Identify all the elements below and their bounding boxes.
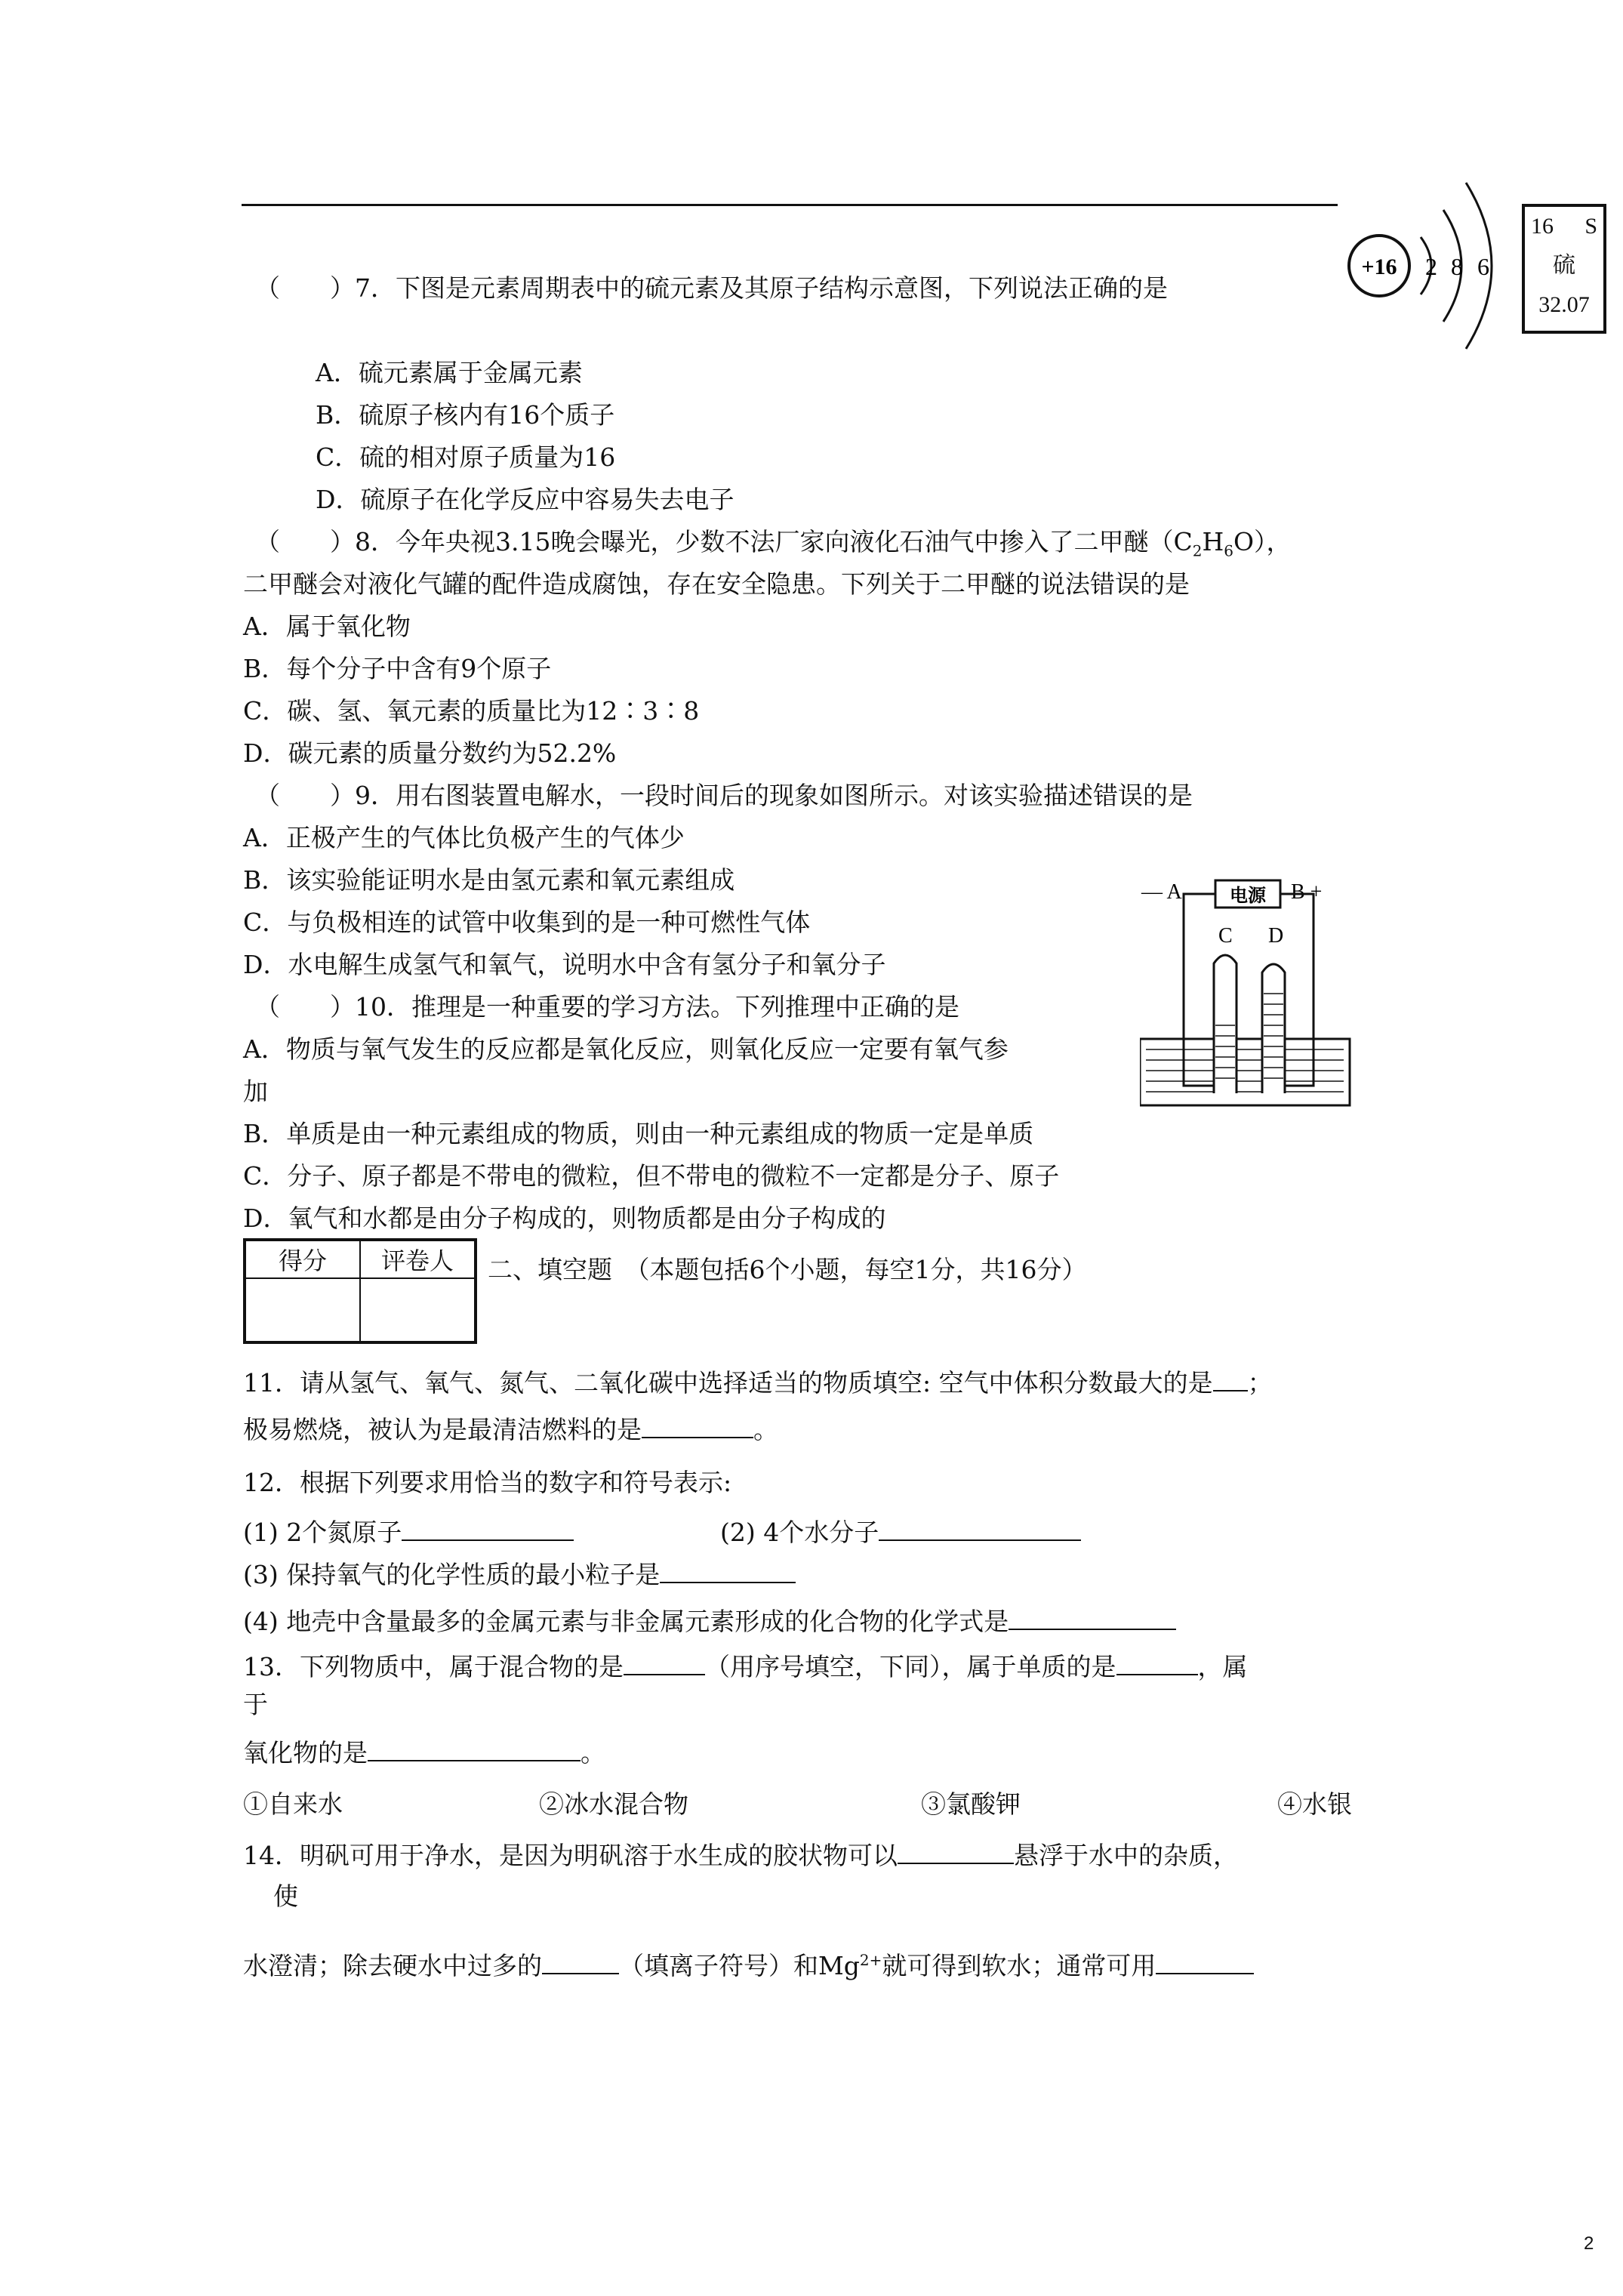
q13-blank-1 — [624, 1651, 705, 1675]
label-positive-b: B + — [1291, 880, 1323, 904]
q9-option-a: A．正极产生的气体比负极产生的气体少 — [243, 823, 685, 852]
q12-part-1: (1) 2个氮原子 — [243, 1516, 574, 1549]
power-supply-label: 电源 — [1230, 885, 1266, 906]
score-cell[interactable] — [245, 1278, 360, 1342]
q13-item-3: ③氯酸钾 — [921, 1789, 1021, 1819]
q12-blank-4 — [1009, 1606, 1176, 1630]
q13-item-2: ②冰水混合物 — [539, 1789, 688, 1819]
header-rule — [242, 204, 1338, 206]
q12-blank-2 — [879, 1517, 1081, 1541]
q11-line1: 11．请从氢气、氧气、氮气、二氧化碳中选择适当的物质填空: 空气中体积分数最大的是 ； — [243, 1368, 1273, 1398]
q10-option-d: D．氧气和水都是由分子构成的，则物质都是由分子构成的 — [243, 1203, 886, 1233]
grader-header: 评卷人 — [360, 1240, 476, 1278]
q8-option-b: B．每个分子中含有9个原子 — [243, 654, 552, 683]
test-tube-d — [1262, 964, 1285, 1093]
q7-option-c: C．硫的相对原子质量为16 — [316, 442, 616, 472]
shell-1-electrons: 2 — [1425, 253, 1437, 280]
q14-blank-2 — [542, 1950, 619, 1974]
test-tube-c — [1214, 955, 1236, 1093]
q14-blank-1 — [898, 1840, 1014, 1864]
q12-part-3: (3) 保持氧气的化学性质的最小粒子是 — [243, 1558, 796, 1592]
water-trough — [1140, 1039, 1350, 1105]
q9-stem: （ ）9．用右图装置电解水，一段时间后的现象如图所示。对该实验描述错误的是 — [255, 781, 1193, 810]
q12-part-4: (4) 地壳中含量最多的金属元素与非金属元素形成的化合物的化学式是 — [243, 1605, 1176, 1638]
q14-line3: 水澄清；除去硬水中过多的 （填离子符号）和$Mg^{2+}$就可得到软水；通常可用 — [243, 1943, 1254, 1983]
q10-option-a-cont: 加 — [243, 1077, 268, 1106]
q13-blank-3 — [368, 1737, 581, 1761]
q8-stem: （ ）8．今年央视3.15晚会曝光，少数不法厂家向液化石油气中掺入了二甲醚$(C_2H_6O)$， — [255, 527, 1292, 560]
q12-stem: 12．根据下列要求用恰当的数字和符号表示: — [243, 1468, 732, 1497]
q14-line1: 14．明矾可用于净水，是因为明矾溶于水生成的胶状物可以 悬浮于水中的杂质， — [243, 1841, 1238, 1870]
periodic-table-cell-sulfur — [1522, 204, 1606, 334]
shell-2-electrons: 8 — [1451, 253, 1463, 280]
q9-option-c: C．与负极相连的试管中收集到的是一种可燃性气体 — [243, 908, 811, 937]
grader-cell[interactable] — [360, 1278, 476, 1342]
q8-stem-line2: 二甲醚会对液化气罐的配件造成腐蚀，存在安全隐患。下列关于二甲醚的说法错误的是 — [243, 569, 1190, 599]
shell-3-electrons: 6 — [1477, 253, 1489, 280]
q8-option-a: A．属于氧化物 — [243, 612, 411, 641]
sulfur-atom-structure-diagram — [1336, 174, 1510, 355]
page-number: 2 — [1584, 2233, 1594, 2254]
atomic-mass: 32.07 — [1538, 292, 1590, 317]
q8-option-d: D．碳元素的质量分数约为52.2% — [243, 738, 617, 768]
q12-blank-3 — [660, 1559, 796, 1583]
q10-option-b: B．单质是由一种元素组成的物质，则由一种元素组成的物质一定是单质 — [243, 1119, 1034, 1148]
q10-stem: （ ）10．推理是一种重要的学习方法。下列推理中正确的是 — [255, 992, 959, 1022]
atomic-number: 16 — [1531, 214, 1554, 239]
q14-line2: 使 — [273, 1881, 298, 1911]
q13-item-4: ④水银 — [1277, 1789, 1352, 1819]
q10-option-a: A．物质与氧气发生的反应都是氧化反应，则氧化反应一定要有氧气参 — [243, 1034, 1009, 1064]
q13-blank-2 — [1116, 1651, 1198, 1675]
electrolysis-apparatus-diagram — [1140, 874, 1351, 1108]
q11-blank-2 — [642, 1414, 753, 1438]
element-symbol: S — [1585, 214, 1597, 239]
section-2-heading: 二、填空题 （本题包括6个小题，每空1分，共16分） — [488, 1255, 1087, 1284]
tube-c-label: C — [1218, 924, 1233, 948]
q14-blank-3 — [1156, 1950, 1254, 1974]
q7-stem: （ ）7．下图是元素周期表中的硫元素及其原子结构示意图，下列说法正确的是 — [255, 273, 1168, 303]
nucleus-charge: +16 — [1361, 254, 1397, 279]
q7-option-d: D．硫原子在化学反应中容易失去电子 — [316, 485, 735, 514]
q13-item-1: ①自来水 — [243, 1789, 343, 1819]
element-name: 硫 — [1553, 253, 1575, 278]
q9-option-b: B．该实验能证明水是由氢元素和氧元素组成 — [243, 865, 735, 895]
q8-option-c: C．碳、氢、氧元素的质量比为12∶3∶8 — [243, 696, 700, 726]
q13-line1: 13．下列物质中，属于混合物的是 （用序号填空，下同），属于单质的是 ，属 — [243, 1652, 1248, 1681]
q7-option-b: B．硫原子核内有16个质子 — [316, 400, 615, 430]
score-table — [243, 1238, 477, 1344]
q11-blank-1 — [1213, 1367, 1248, 1391]
q12-blank-1 — [402, 1517, 574, 1541]
q11-line2: 极易燃烧，被认为是最清洁燃料的是 。 — [243, 1415, 778, 1444]
q9-option-d: D．水电解生成氢气和氧气，说明水中含有氢分子和氧分子 — [243, 950, 886, 979]
q12-part-2: (2) 4个水分子 — [720, 1516, 1081, 1549]
tube-d-label: D — [1268, 924, 1284, 948]
q10-option-c: C．分子、原子都是不带电的微粒，但不带电的微粒不一定都是分子、原子 — [243, 1161, 1060, 1191]
q13-line2: 于 — [243, 1690, 268, 1719]
q7-option-a: A．硫元素属于金属元素 — [316, 358, 583, 387]
label-negative-a: — A — [1141, 880, 1182, 904]
q13-line3: 氧化物的是 。 — [243, 1738, 605, 1767]
score-header: 得分 — [245, 1240, 360, 1278]
